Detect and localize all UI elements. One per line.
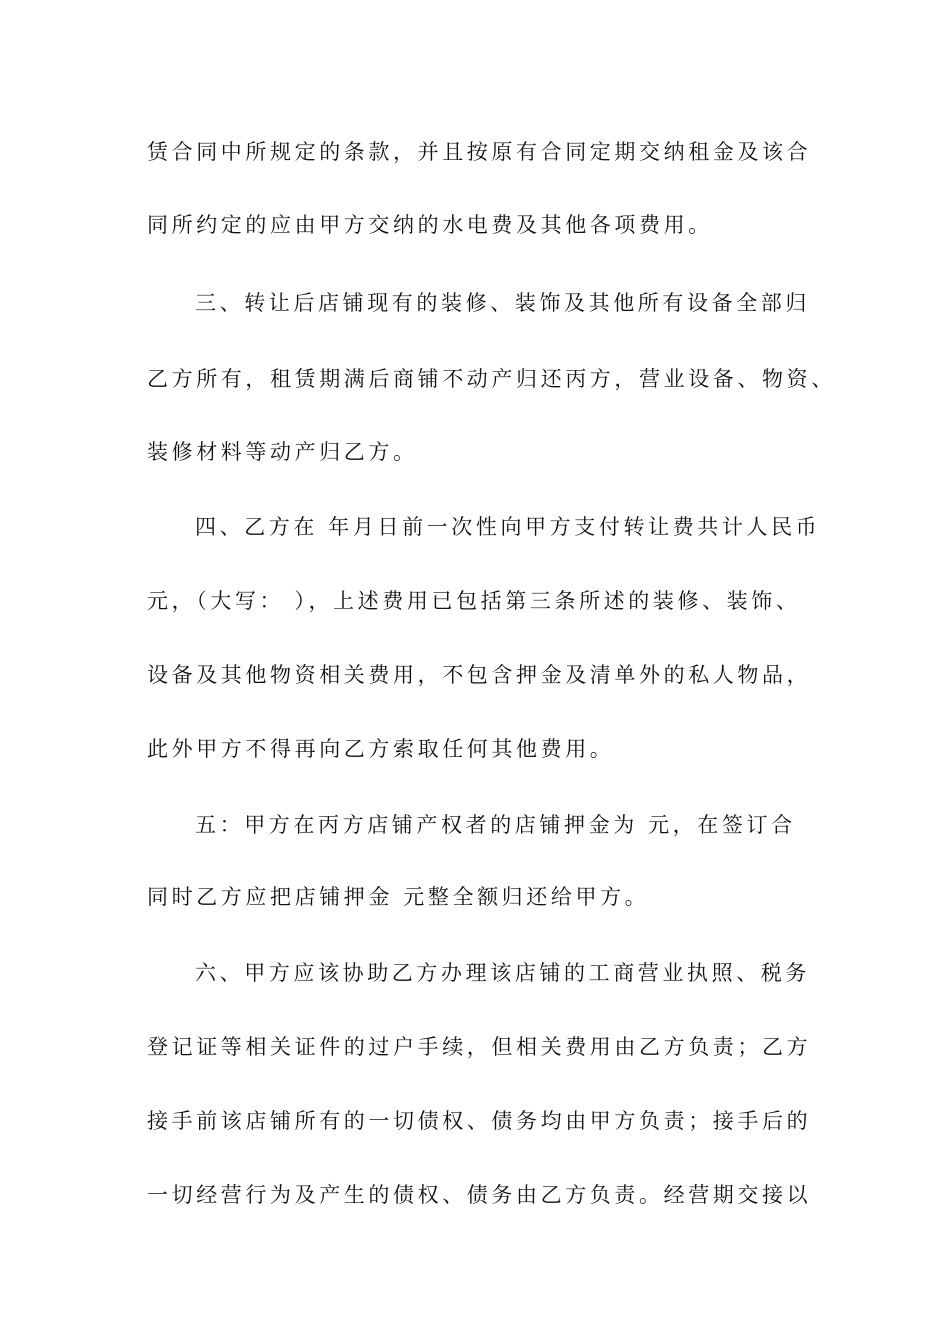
text-line: 设备及其他物资相关费用，不包含押金及清单外的私人物品， [147,663,812,687]
text-line: 元，（大写： ），上述费用已包括第三条所述的装修、装饰、 [147,589,801,613]
text-line: 一切经营行为及产生的债权、债务由乙方负责。经营期交接以 [147,1183,812,1207]
text-line: 登记证等相关证件的过户手续，但相关费用由乙方负责；乙方 [147,1035,812,1059]
text-line: 装修材料等动产归乙方。 [147,440,418,464]
text-line: 接手前该店铺所有的一切债权、债务均由甲方负责；接手后的 [147,1109,812,1133]
text-line: 此外甲方不得再向乙方索取任何其他费用。 [147,737,615,761]
text-line: 同时乙方应把店铺押金 元整全额归还给甲方。 [147,885,650,909]
text-line: 四、乙方在 年月日前一次性向甲方支付转让费共计人民币 [195,515,821,539]
text-line: 六、甲方应该协助乙方办理该店铺的工商营业执照、税务 [195,961,810,985]
text-line: 三、转让后店铺现有的装修、装饰及其他所有设备全部归 [195,291,810,315]
text-line: 赁合同中所规定的条款，并且按原有合同定期交纳租金及该合 [147,140,812,164]
text-line: 乙方所有，租赁期满后商铺不动产归还丙方，营业设备、物资、 [147,367,836,391]
text-line: 同所约定的应由甲方交纳的水电费及其他各项费用。 [147,213,713,237]
text-line: 五：甲方在丙方店铺产权者的店铺押金为 元，在签订合 [195,813,796,837]
